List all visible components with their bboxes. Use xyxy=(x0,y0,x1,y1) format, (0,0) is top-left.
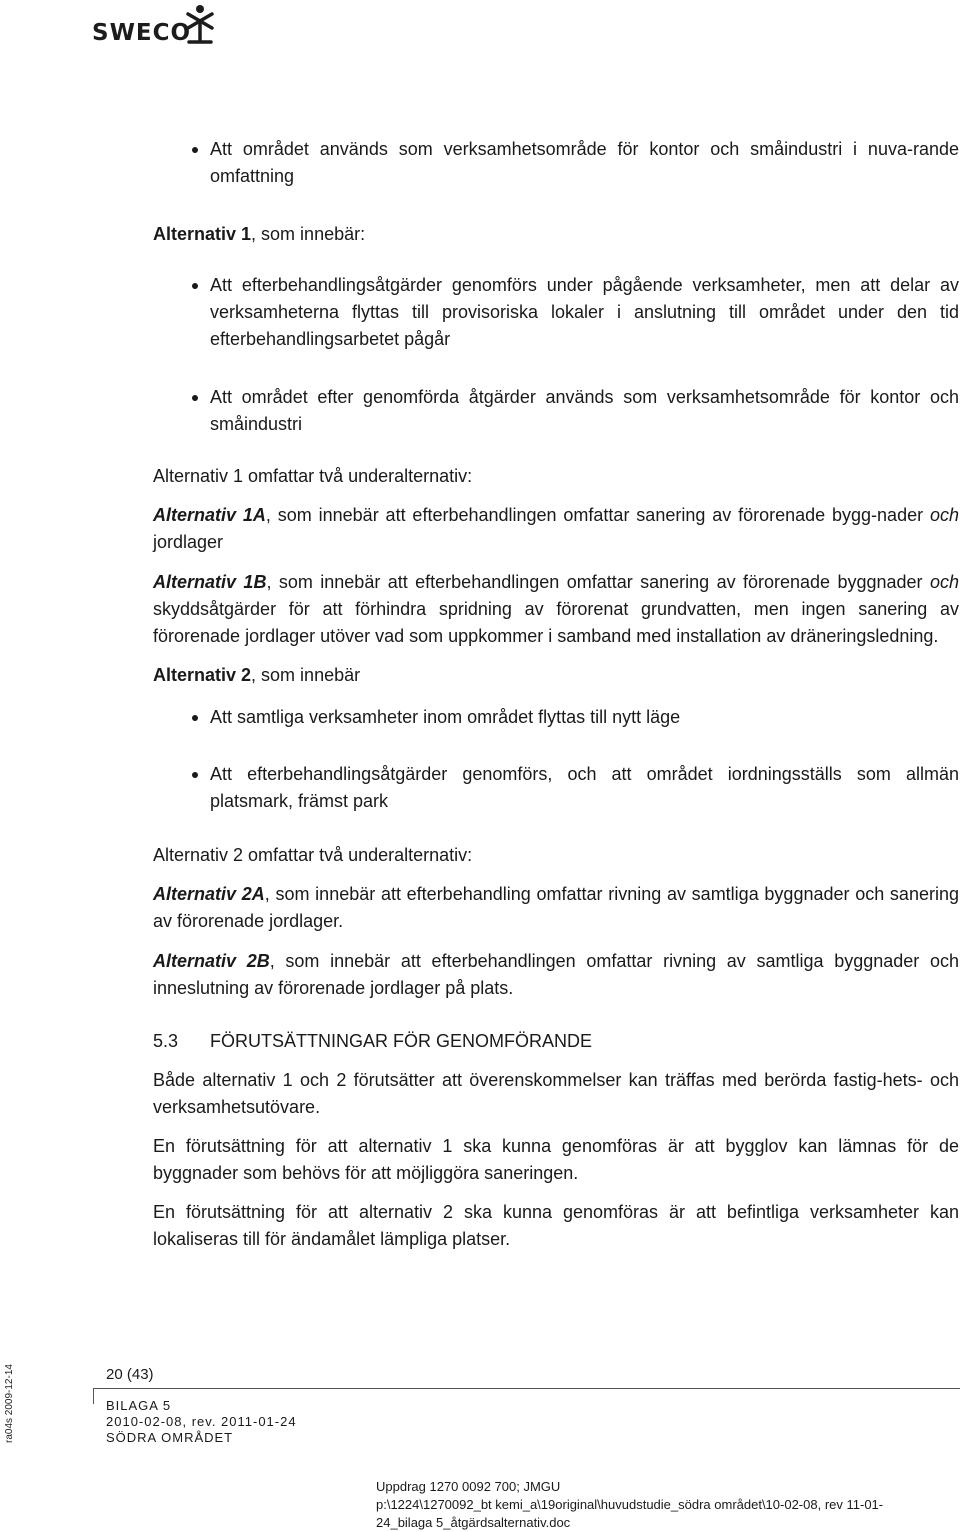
document-meta xyxy=(106,1398,297,1446)
alternative-1-label: Alternativ 1 xyxy=(153,224,252,244)
bullet-text: Att efterbehandlingsåtgärder genomförs under pågående verksamheter, men att delar av verksamheterna flyttas till provisoriska lokaler i anslutning till området under den tid efterbehandlingsarbetet pågår xyxy=(210,275,959,349)
bullet-item xyxy=(153,761,959,815)
bullet-text: Att efterbehandlingsåtgärder genomförs, och att området iordningsställs som allmän platsmark, främst park xyxy=(210,764,959,811)
assignment-info xyxy=(376,1478,946,1532)
alternative-2b-label: Alternativ 2B xyxy=(153,951,270,971)
alternative-1b-text: , som innebär att efterbehandlingen omfattar sanering av förorenade byggnader xyxy=(266,572,930,592)
alternative-1-heading xyxy=(153,221,959,248)
alternative-1a-paragraph xyxy=(153,502,959,556)
assignment-number: Uppdrag 1270 0092 700; JMGU xyxy=(376,1479,561,1494)
alternative-1b-label: Alternativ 1B xyxy=(153,572,267,592)
bullet-text: Att samtliga verksamheter inom området flyttas till nytt läge xyxy=(210,707,681,727)
page-number: 20 (43) xyxy=(106,1366,154,1383)
sweco-logo xyxy=(92,4,222,48)
paragraph: Både alternativ 1 och 2 förutsätter att överenskommelser kan träffas med berörda fastig-hets- och verksamhetsutövare. xyxy=(153,1070,959,1117)
section-heading xyxy=(153,1028,959,1055)
alternative-2b-paragraph xyxy=(153,948,959,1002)
meta-date: 2010-02-08, rev. 2011-01-24 xyxy=(106,1414,297,1429)
alternative-2-rest: , som innebär xyxy=(251,665,361,685)
alternative-2-label: Alternativ 2 xyxy=(153,665,252,685)
footer-divider xyxy=(93,1388,960,1389)
bullet-item xyxy=(153,272,959,353)
section-title: FÖRUTSÄTTNINGAR FÖR GENOMFÖRANDE xyxy=(210,1031,592,1051)
alternative-2a-paragraph xyxy=(153,881,959,935)
bullet-item xyxy=(153,136,959,190)
document-body xyxy=(153,136,959,1253)
alternative-1-rest: , som innebär: xyxy=(251,224,366,244)
paragraph: En förutsättning för att alternativ 2 ska kunna genomföras är att befintliga verksamheter kan lokaliseras till för ändamålet lämpliga platser. xyxy=(153,1202,959,1249)
alternative-2-sub-intro: Alternativ 2 omfattar två underalternativ: xyxy=(153,845,473,865)
footer-divider-tick xyxy=(93,1388,94,1404)
alternative-1a-text: , som innebär att efterbehandlingen omfattar sanering av förorenade bygg-nader xyxy=(265,505,930,525)
section-number: 5.3 xyxy=(153,1031,179,1051)
emphasis-och: och xyxy=(929,572,959,592)
alternative-1a-label: Alternativ 1A xyxy=(153,505,266,525)
side-stamp: ra04s 2009-12-14 xyxy=(4,1364,15,1443)
bullet-text: Att området används som verksamhetsområde för kontor och småindustri i nuva-rande omfattning xyxy=(210,139,959,186)
file-path-continued: 24_bilaga 5_åtgärdsalternativ.doc xyxy=(376,1515,571,1530)
paragraph: En förutsättning för att alternativ 1 ska kunna genomföras är att bygglov kan lämnas för de byggnader som behövs för att möjliggöra saneringen. xyxy=(153,1136,959,1183)
emphasis-och: och xyxy=(929,505,959,525)
meta-appendix: BILAGA 5 xyxy=(106,1398,172,1413)
alternative-2-heading xyxy=(153,662,959,689)
sweco-figure-icon xyxy=(183,4,217,46)
alternative-2a-text: , som innebär att efterbehandling omfattar rivning av samtliga byggnader och sanering av förorenade jordlager. xyxy=(153,884,959,931)
alternative-2a-label: Alternativ 2A xyxy=(153,884,265,904)
logo-wordmark: SWECO xyxy=(92,20,192,46)
alternative-2b-text: , som innebär att efterbehandlingen omfattar rivning av samtliga byggnader och inneslutning av förorenade jordlager på plats. xyxy=(153,951,959,998)
alternative-1b-text-end: skyddsåtgärder för att förhindra spridning av förorenat grundvatten, men ingen sanering av förorenade jordlager utöver vad som uppkommer i samband med installation av dräneringsledning. xyxy=(153,599,959,646)
alternative-1a-text-end: jordlager xyxy=(153,532,224,552)
alternative-1-sub-intro: Alternativ 1 omfattar två underalternativ: xyxy=(153,466,473,486)
bullet-item xyxy=(153,704,959,731)
alternative-1b-paragraph xyxy=(153,569,959,650)
file-path: p:\1224\1270092_bt kemi_a\19original\huvudstudie_södra området\10-02-08, rev 11-01- xyxy=(376,1497,884,1512)
bullet-text: Att området efter genomförda åtgärder används som verksamhetsområde för kontor och småindustri xyxy=(210,387,959,434)
bullet-item xyxy=(153,384,959,438)
meta-area: SÖDRA OMRÅDET xyxy=(106,1430,234,1445)
